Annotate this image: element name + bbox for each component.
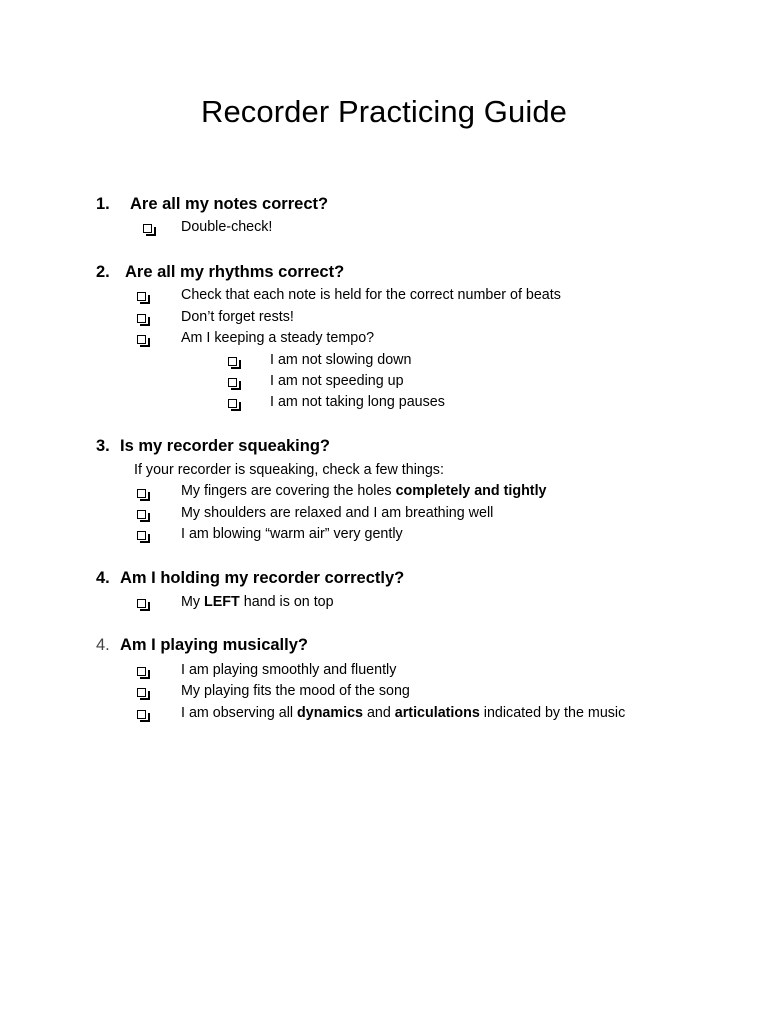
list-item: My playing fits the mood of the song	[181, 683, 410, 699]
list-subitem: I am not taking long pauses	[270, 394, 445, 410]
section-heading-1	[96, 195, 328, 214]
list-item	[181, 594, 334, 610]
section-heading-2	[96, 263, 344, 282]
checkbox-icon[interactable]	[228, 356, 239, 366]
section-number: 4.	[96, 569, 110, 587]
list-item: My shoulders are relaxed and I am breathing well	[181, 505, 494, 521]
section-note: If your recorder is squeaking, check a few things:	[134, 462, 444, 478]
list-subitem: I am not speeding up	[270, 373, 404, 389]
checkbox-icon[interactable]	[137, 530, 148, 540]
list-item: I am playing smoothly and fluently	[181, 662, 397, 678]
list-item: Am I keeping a steady tempo?	[181, 330, 375, 346]
list-item: Check that each note is held for the correct number of beats	[181, 287, 561, 303]
item-text: and	[362, 705, 395, 721]
checkbox-icon[interactable]	[143, 223, 154, 233]
item-text: indicated by the music	[479, 705, 626, 721]
checkbox-icon[interactable]	[137, 687, 148, 697]
section-heading-text: Are all my notes correct?	[130, 195, 329, 213]
section-heading-text: Are all my rhythms correct?	[125, 263, 345, 281]
list-item	[181, 483, 547, 499]
checkbox-icon[interactable]	[137, 313, 148, 323]
checkbox-icon[interactable]	[137, 291, 148, 301]
list-item: Don’t forget rests!	[181, 309, 294, 325]
item-emphasis: LEFT	[204, 594, 240, 610]
item-text: hand is on top	[239, 594, 334, 610]
checkbox-icon[interactable]	[137, 334, 148, 344]
section-heading-text: Is my recorder squeaking?	[120, 437, 330, 455]
checkbox-icon[interactable]	[137, 598, 148, 608]
list-item: I am blowing “warm air” very gently	[181, 526, 403, 542]
section-heading-3	[96, 437, 330, 456]
item-text: I am observing all	[181, 705, 298, 721]
section-number: 1.	[96, 195, 110, 213]
section-number: 4.	[96, 636, 110, 654]
item-emphasis: articulations	[394, 705, 480, 721]
checkbox-icon[interactable]	[137, 488, 148, 498]
checkbox-icon[interactable]	[137, 709, 148, 719]
item-text: My fingers are covering the holes	[181, 483, 396, 499]
section-heading-text: Am I holding my recorder correctly?	[120, 569, 405, 587]
checkbox-icon[interactable]	[137, 666, 148, 676]
section-number: 3.	[96, 437, 110, 455]
item-text: My	[181, 594, 205, 610]
section-heading-5	[96, 636, 308, 655]
list-item: Double-check!	[181, 219, 273, 235]
checkbox-icon[interactable]	[228, 377, 239, 387]
list-subitem: I am not slowing down	[270, 352, 412, 368]
page-title: Recorder Practicing Guide	[200, 94, 568, 129]
item-emphasis: completely and tightly	[395, 483, 547, 499]
list-item	[181, 705, 625, 721]
item-emphasis: dynamics	[297, 705, 363, 721]
section-heading-text: Am I playing musically?	[120, 636, 308, 654]
section-heading-4	[96, 569, 404, 588]
checkbox-icon[interactable]	[137, 509, 148, 519]
section-number: 2.	[96, 263, 110, 281]
checkbox-icon[interactable]	[228, 398, 239, 408]
